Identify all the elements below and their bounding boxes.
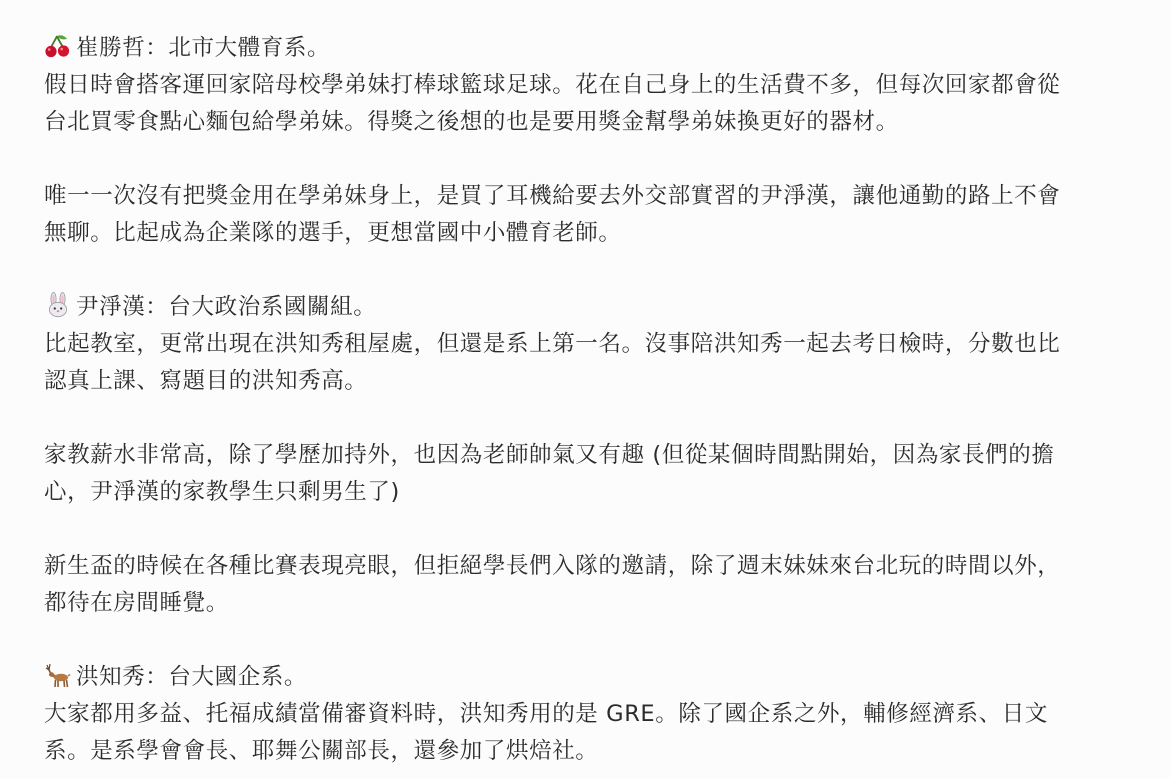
blank-line [44, 400, 1134, 437]
paragraph-line: 台北買零食點心麵包給學弟妹。得獎之後想的也是要用獎金幫學弟妹換更好的器材。 [44, 109, 899, 135]
paragraph-line: 都待在房間睡覺。 [44, 590, 229, 616]
paragraph-line: 大家都用多益、托福成績當備審資料時，洪知秀用的是 GRE。除了國企系之外，輔修經濟系、日文 [44, 701, 1048, 727]
blank-line [44, 141, 1134, 178]
paragraph-line: 家教薪水非常高，除了學歷加持外，也因為老師帥氣又有趣 (但從某個時間點開始，因為家長們的擔 [44, 442, 1055, 468]
paragraph-line: 假日時會搭客運回家陪母校學弟妹打棒球籃球足球。花在自己身上的生活費不多，但每次回家都會從 [44, 72, 1061, 98]
rabbit-icon [44, 292, 72, 318]
paragraph-line: 比起教室，更常出現在洪知秀租屋處，但還是系上第一名。沒事陪洪知秀一起去考日檢時，分數也比 [44, 331, 1061, 357]
blank-line [44, 511, 1134, 548]
heading-text: 尹淨漢：台大政治系國關組。 [76, 294, 377, 320]
section-heading [44, 659, 1134, 696]
paragraph-line: 唯一一次沒有把獎金用在學弟妹身上，是買了耳機給要去外交部實習的尹淨漢，讓他通勤的路上不會 [44, 183, 1061, 209]
heading-text: 崔勝哲：北市大體育系。 [76, 35, 331, 61]
heading-text: 洪知秀：台大國企系。 [76, 664, 308, 690]
paragraph-line: 系。是系學會會長、耶舞公關部長，還參加了烘焙社。 [44, 738, 599, 764]
paragraph-line: 認真上課、寫題目的洪知秀高。 [44, 368, 368, 394]
cherry-icon [44, 33, 72, 59]
paragraph-line: 心，尹淨漢的家教學生只剩男生了) [44, 479, 400, 505]
section-heading [44, 289, 1134, 326]
paragraph-line: 無聊。比起成為企業隊的選手，更想當國中小體育老師。 [44, 220, 622, 246]
blank-line [44, 252, 1134, 289]
blank-line [44, 622, 1134, 659]
section-heading [44, 30, 1134, 67]
paragraph-line: 新生盃的時候在各種比賽表現亮眼，但拒絕學長們入隊的邀請，除了週末妹妹來台北玩的時間以外， [44, 553, 1061, 579]
document-body [44, 30, 1134, 770]
deer-icon [44, 662, 72, 688]
